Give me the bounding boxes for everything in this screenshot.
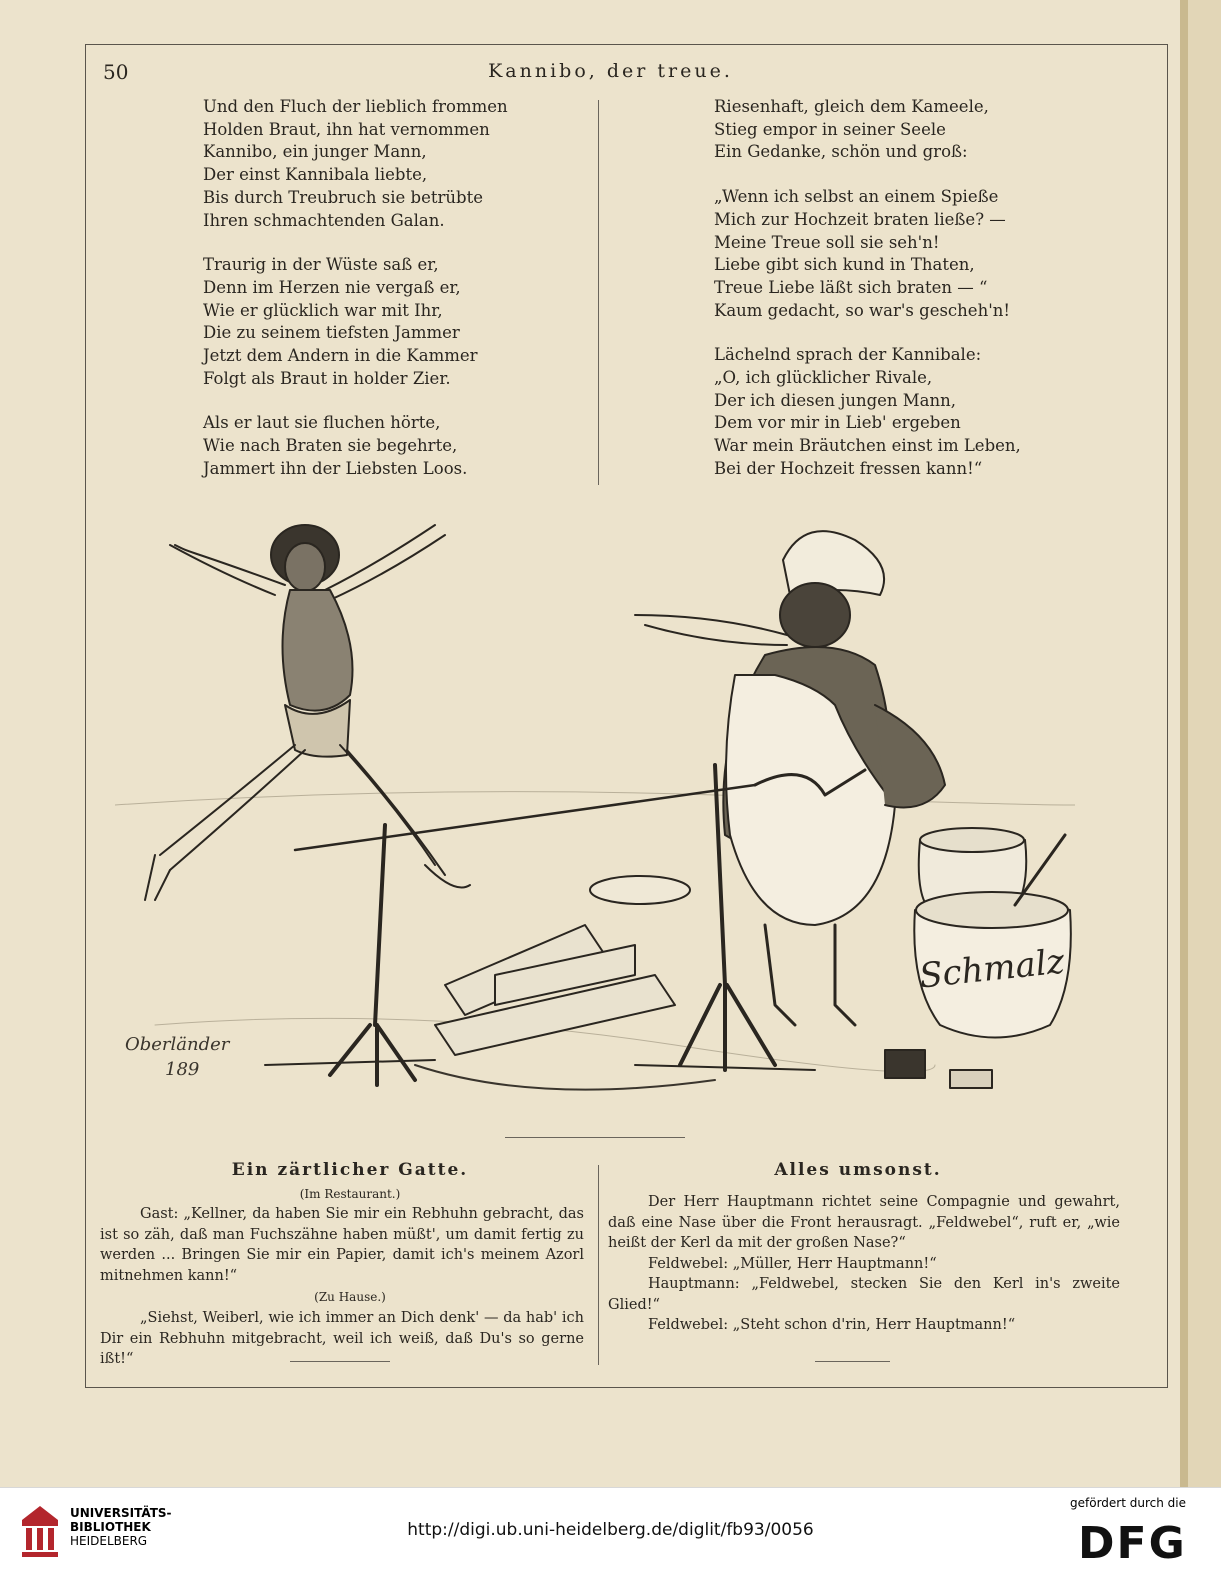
poem-line: Und den Fluch der lieblich frommen <box>203 97 508 116</box>
poem-line: Ihren schmachtenden Galan. <box>203 210 445 230</box>
article-end-rule <box>815 1361 890 1362</box>
funding-note: gefördert durch die <box>1070 1496 1186 1510</box>
poem-stanza <box>203 412 583 480</box>
article-subtitle-restaurant: (Im Restaurant.) <box>299 1187 401 1201</box>
poem-line: Der ich diesen jungen Mann, <box>714 390 957 410</box>
poem-line: Als er laut sie fluchen hörte, <box>203 413 441 433</box>
poem-left-column <box>203 96 583 503</box>
poem-line: Ein Gedanke, schön und groß: <box>714 142 968 162</box>
poem-line: Holden Braut, ihn hat vernommen <box>203 119 490 139</box>
poem-stanza <box>203 96 583 232</box>
poem-line: Stieg empor in seiner Seele <box>714 119 946 139</box>
poem-line: Bei der Hochzeit fressen kann!“ <box>714 458 983 478</box>
poem-line: Wie er glücklich war mit Ihr, <box>203 300 443 320</box>
poem-line: Lächelnd sprach der Kannibale: <box>714 345 982 365</box>
poem-stanza <box>714 96 1114 164</box>
artist-signature: Oberländer <box>125 1034 230 1055</box>
poem-line: Dem vor mir in Lieb' ergeben <box>714 413 961 433</box>
cannibal-illustration <box>115 505 1075 1125</box>
dancing-figure <box>145 525 470 900</box>
article-right-paragraph: Feldwebel: „Steht schon d'rin, Herr Hauptmann!“ <box>648 1317 1016 1333</box>
article-right-body <box>608 1192 1120 1336</box>
poem-line: Kannibo, ein junger Mann, <box>203 142 427 162</box>
article-left-paragraph: Gast: „Kellner, da haben Sie mir ein Rebhuhn gebracht, das ist so zäh, daß man Fuchszähne haben müßt', um damit fertig zu werden ... Bringen Sie mir ein Papier, damit ich's meinem Azorl mitnehmen kann!“ <box>100 1206 584 1284</box>
cook-figure <box>635 531 945 1025</box>
permalink-url[interactable]: http://digi.ub.uni-heidelberg.de/diglit/fb93/0056 <box>407 1520 814 1540</box>
section-rule <box>505 1137 685 1138</box>
poem-line: Wie nach Braten sie begehrte, <box>203 436 458 456</box>
article-right-paragraph: Der Herr Hauptmann richtet seine Compagnie und gewahrt, daß eine Nase über die Front herausragt. „Feldwebel“, ruft er, „wie heißt der Kerl da mit der großen Nase?“ <box>608 1194 1120 1251</box>
viewer-footer <box>0 1487 1221 1583</box>
poem-line: Jetzt dem Andern in die Kammer <box>203 346 478 366</box>
column-divider <box>598 100 599 485</box>
adjacent-page-edge <box>1180 0 1221 1487</box>
poem-stanza <box>714 186 1114 322</box>
poem-right-column <box>714 96 1114 503</box>
article-title-left: Ein zärtlicher Gatte. <box>231 1160 469 1180</box>
poem-line: „Wenn ich selbst an einem Spieße <box>714 187 999 207</box>
poem-line: Treue Liebe läßt sich braten — “ <box>714 277 988 297</box>
page-number: 50 <box>103 60 129 84</box>
poem-line: Traurig in der Wüste saß er, <box>203 255 439 275</box>
library-name: UNIVERSITÄTS- BIBLIOTHEK HEIDELBERG <box>70 1506 172 1548</box>
poem-line: Bis durch Treubruch sie betrübte <box>203 187 483 207</box>
poem-line: War mein Bräutchen einst im Leben, <box>714 436 1021 456</box>
article-title-right: Alles umsonst. <box>774 1160 942 1180</box>
column-divider-bottom <box>598 1165 599 1365</box>
article-left-paragraph: „Siehst, Weiberl, wie ich immer an Dich denk' — da hab' ich Dir ein Rebhuhn mitgebracht, weil ich weiß, daß Du's so gerne ißt!“ <box>100 1310 584 1367</box>
article-end-rule <box>290 1361 390 1362</box>
article-left-body-1 <box>100 1204 584 1286</box>
running-title: Kannibo, der treue. <box>488 60 733 82</box>
article-subtitle-home: (Zu Hause.) <box>314 1290 386 1304</box>
poem-line: Riesenhaft, gleich dem Kameele, <box>714 97 989 116</box>
article-right-paragraph: Feldwebel: „Müller, Herr Hauptmann!“ <box>648 1255 937 1272</box>
poem-line: Der einst Kannibala liebte, <box>203 165 428 185</box>
poem-line: „O, ich glücklicher Rivale, <box>714 368 933 388</box>
poem-line: Folgt als Braut in holder Zier. <box>203 368 451 388</box>
article-right-paragraph: Hauptmann: „Feldwebel, stecken Sie den Kerl in's zweite Glied!“ <box>608 1276 1120 1313</box>
dfg-logo: DFG <box>1078 1518 1187 1569</box>
poem-line: Liebe gibt sich kund in Thaten, <box>714 255 975 275</box>
poem-line: Jammert ihn der Liebsten Loos. <box>203 458 468 478</box>
poem-stanza <box>203 254 583 390</box>
poem-line: Kaum gedacht, so war's gescheh'n! <box>714 300 1010 320</box>
poem-line: Denn im Herzen nie vergaß er, <box>203 277 461 297</box>
firewood <box>265 925 815 1090</box>
poem-line: Die zu seinem tiefsten Jammer <box>203 323 460 343</box>
artist-signature-year: 189 <box>165 1059 200 1080</box>
poem-stanza <box>714 344 1114 480</box>
poem-line: Meine Treue soll sie seh'n! <box>714 232 940 252</box>
pot-label: Schmalz <box>917 941 1067 997</box>
poem-line: Mich zur Hochzeit braten ließe? — <box>714 209 1006 229</box>
